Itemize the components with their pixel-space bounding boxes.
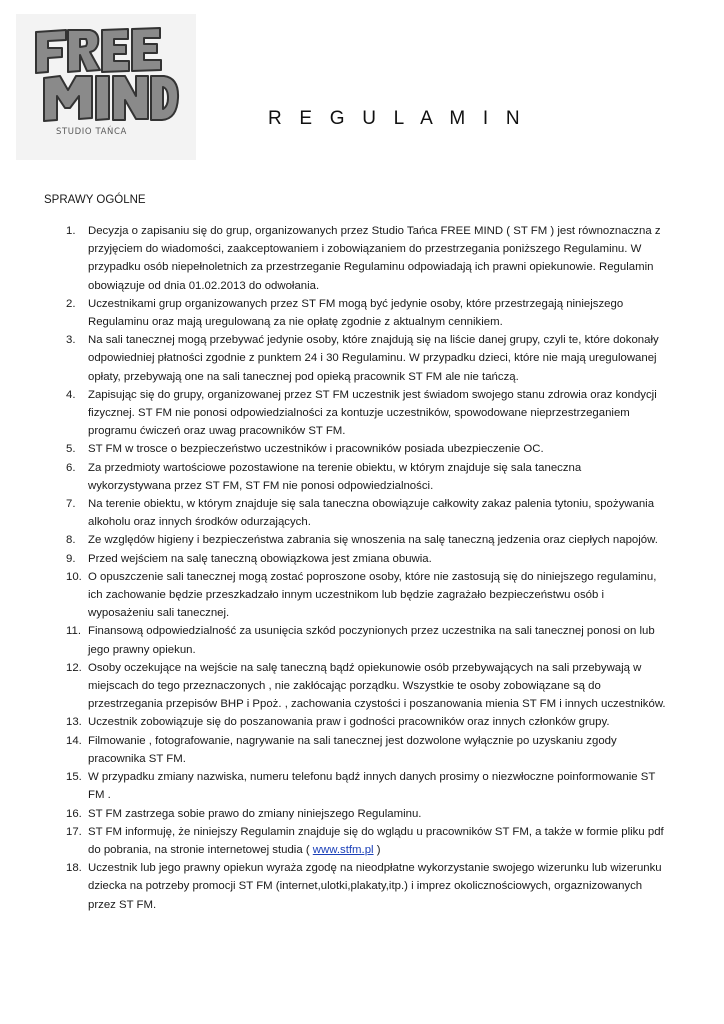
- rule-item: [66, 440, 666, 458]
- rule-number: 7.: [66, 498, 76, 511]
- rule-number: 10.: [66, 570, 82, 583]
- rule-item: [66, 768, 666, 804]
- rule-text: ST FM zastrzega sobie prawo do zmiany niniejszego Regulaminu.: [88, 807, 422, 820]
- rule-number: 13.: [66, 716, 82, 729]
- rule-text: W przypadku zmiany nazwiska, numeru telefonu bądź innych danych prosimy o niezwłoczne poinformowanie ST FM .: [88, 771, 656, 802]
- rule-item: [66, 222, 666, 295]
- rule-text: Na terenie obiektu, w którym znajduje się sala taneczna obowiązuje całkowity zakaz palenia tytoniu, spożywania alkoholu oraz innych środków odurzających.: [88, 498, 655, 529]
- rule-item: [66, 459, 666, 495]
- rule-item: [66, 732, 666, 768]
- document-title: R E G U L A M I N: [268, 108, 526, 129]
- rule-number: 14.: [66, 734, 82, 747]
- rule-number: 16.: [66, 807, 82, 820]
- rule-number: 18.: [66, 862, 82, 875]
- rule-text: ST FM informuję, że niniejszy Regulamin znajduje się do wglądu u pracowników ST FM, a także w formie pliku pdf do pobrania, na stronie internetowej studia (: [88, 825, 664, 856]
- rule-number: 5.: [66, 443, 76, 456]
- rule-item: [66, 495, 666, 531]
- rule-text: Uczestnik zobowiązuje się do poszanowania praw i godności pracowników oraz innych członków grupy.: [88, 716, 610, 729]
- rule-number: 4.: [66, 388, 76, 401]
- free-mind-logo-graphic: [30, 26, 180, 126]
- rule-text: Decyzja o zapisaniu się do grup, organizowanych przez Studio Tańca FREE MIND ( ST FM ) jest równoznaczna z przyjęciem do wiadomości, zaakceptowaniem i zobowiązaniem do przestrzegania poniższego Regulaminu. W przypadku osób niepełnoletnich za przestrzeganie Regulaminu odpowiadają ich prawni opiekunowie. Regulamin obowiązuje od dnia 01.02.2013 do odwołania.: [88, 225, 661, 292]
- rule-number: 1.: [66, 225, 76, 237]
- rule-item: [66, 659, 666, 714]
- rule-item: [66, 550, 666, 568]
- rule-text: Uczestnik lub jego prawny opiekun wyraża zgodę na nieodpłatne wykorzystanie swojego wizerunku lub wizerunku dziecka na potrzeby promocji ST FM (internet,ulotki,plakaty,itp.) i imprez okolicznościowych, orgaznizowanych przez ST FM.: [88, 862, 662, 911]
- rule-text: Na sali tanecznej mogą przebywać jedynie osoby, które znajdują się na liście danej grupy, czyli te, które dokonały odpowiedniej płatności zgodnie z punktem 24 i 30 Regulaminu. W przypadku dzieci, które nie mają uregulowanej opłaty, przebywają one na sali tanecznej pod opieką pracownik ST FM ale nie tańczą.: [88, 334, 659, 383]
- rule-text: Zapisując się do grupy, organizowanej przez ST FM uczestnik jest świadom swojego stanu zdrowia oraz kondycji fizycznej. ST FM nie ponosi odpowiedzialności za kontuzje uczestników, spowodowane nieprzestrzeganiem programu ćwiczeń oraz uwag pracowników ST FM.: [88, 388, 657, 438]
- rule-text: Filmowanie , fotografowanie, nagrywanie na sali tanecznej jest dozwolone wyłącznie po uzyskaniu zgody pracownika ST FM.: [88, 734, 617, 765]
- rule-item: [66, 331, 666, 386]
- rule-text: Osoby oczekujące na wejście na salę taneczną bądź opiekunowie osób przebywających na sali przebywają w miejscach do tego przeznaczonych , nie zakłócając porządku. Wszystkie te osoby zobowiązane są do przestrzegania przepisów BHP i Ppoż. , zachowania czystości i poszanowania mienia ST FM i innych uczestników.: [88, 661, 666, 711]
- rule-item: [66, 386, 666, 441]
- rule-number: 17.: [66, 825, 82, 838]
- rule-item: [66, 295, 666, 331]
- rule-text: O opuszczenie sali tanecznej mogą zostać poproszone osoby, które nie zastosują się do niniejszego regulaminu, ich zachowanie będzie przeszkadzało innym uczestnikom lub będzie zagrażało bezpieczeństwu osób i wyposażeniu sali tanecznej.: [88, 570, 657, 620]
- rule-item: [66, 568, 666, 623]
- studio-logo: [16, 14, 196, 160]
- rule-item: [66, 859, 666, 914]
- rule-item: [66, 622, 666, 658]
- rule-text: Ze względów higieny i bezpieczeństwa zabrania się wnoszenia na salę taneczną jedzenia oraz ciepłych napojów.: [88, 534, 658, 547]
- rule-number: 6.: [66, 461, 76, 474]
- rule-item: [66, 713, 666, 731]
- rule-text: Za przedmioty wartościowe pozostawione na terenie obiektu, w którym znajduje się sala taneczna wykorzystywana przez ST FM, ST FM nie ponosi odpowiedzialności.: [88, 461, 582, 492]
- rule-number: 15.: [66, 771, 82, 784]
- rule-text: Finansową odpowiedzialność za usunięcia szkód poczynionych przez uczestnika na sali tanecznej ponosi on lub jego prawny opiekun.: [88, 625, 655, 656]
- rule-text: Przed wejściem na salę taneczną obowiązkowa jest zmiana obuwia.: [88, 552, 432, 565]
- rules-list: [66, 222, 666, 914]
- rule-number: 12.: [66, 661, 82, 674]
- rule-item: [66, 531, 666, 549]
- rule-number: 2.: [66, 297, 76, 310]
- rule-number: 9.: [66, 552, 76, 565]
- rule-number: 11.: [66, 625, 81, 638]
- rule-number: 8.: [66, 534, 76, 547]
- rule-text: ST FM w trosce o bezpieczeństwo uczestników i pracowników posiada ubezpieczenie OC.: [88, 443, 544, 456]
- rule-text-end: ): [373, 843, 381, 856]
- section-heading: SPRAWY OGÓLNE: [44, 194, 146, 206]
- logo-subtitle: STUDIO TAŃCA: [56, 127, 127, 137]
- rule-item: [66, 805, 666, 823]
- rule-number: 3.: [66, 334, 76, 347]
- rule-text: Uczestnikami grup organizowanych przez ST FM mogą być jedynie osoby, które przestrzegają niniejszego Regulaminu oraz mają uregulowaną za nie opłatę zgodnie z aktualnym cennikiem.: [88, 297, 624, 329]
- website-link[interactable]: www.stfm.pl: [312, 843, 374, 856]
- rule-item: [66, 823, 666, 859]
